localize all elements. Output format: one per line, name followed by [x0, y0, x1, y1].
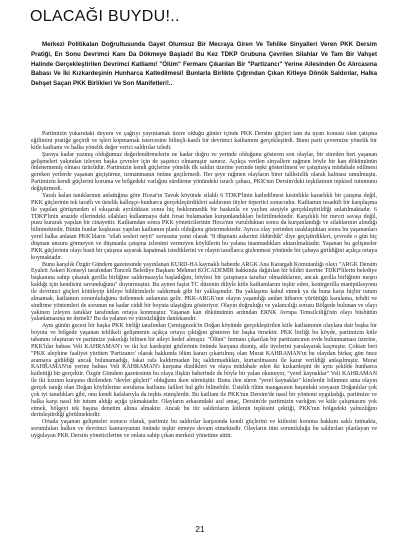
- article-title: OLACAĞI BUYDU!..: [30, 8, 180, 25]
- body-paragraph: Ortada yaşanan gelişmeler sonucu olarak, partimiz bu saldırılar karşısında kendi güçlerini ve kitlesini koruma hakkını saklı tutmakta, sorumluları halkın ve devrimci kamuoyunun önünde teşhir etmeye devam etmektedir. Olayların tüm sorumluluğu bu saldırıları planlayan ve uygulayan PKK Dersim yöneticilerine ve onlara sahip çıkan merkezi yönetime aittir.: [31, 419, 377, 440]
- page-number: 21: [195, 524, 205, 534]
- body-paragraph: Partimizin yukarıdaki duyuru ve çağrıyı yayınlamak üzere olduğu günler içinde PKK Dersim güçleri tam da uyarı konusu olan çatışma eğilimini pratiğe geçirdi ve işleri kopmamak istercesine bilinçli-kastlı bir devrimci katliamını gerçekleştirdi. Bunu parti çevremize yönelik bir kitle katliamı ve halka yönelik değer verici saldırılar izledi.: [31, 131, 377, 151]
- body-paragraph: Şuraya kadar yazmış olduğumuz değerlendirmelerin ne kadar doğru ve yerinde olduğunu gösteren son olaylar, bir süreden beri yaşanan gelişmeleri yakından izleyen başka çevreler için de şaşırtıcı olmamıştır sanırız. Açıkça verilen sinyallere rağmen böyle bir kan dökümünün önlenememiş olması üzücüdür. Partimizin kendi güçlerine yönelik ilk saldırı üzerine yerinde tepki gösterilmesi ve çatışmaya müdahale edilmesi gereken yerlerde yaşanan geçiştirme, tırmanmanın önüne geçilemedi. Her şeye rağmen olayların birer talihsizlik olarak kalması umulmuştu. Partimizin kendi güçlerini koruma ve bölgedeki varlığını sürdürme yönündeki ısrarlı çabası, PKK'nın Dersim'deki teşkilatının tepkisel tutumunu değiştirmedi.: [31, 151, 377, 192]
- body-paragraph: Aynı günün gecesi bir başka PKK birliği tarafından Çemişgezek'in Doğan köyünde gerçekleştirilen kitle katliamının olaylara dair başka bir boyutu ve bölgede yaşanan tehlikeli gelişmenin açıkça ortaya çıktığını gösteren bir başka örnektir. PKK birliği bu köyde, partimizin kitle tabanını oluşturan ve partimize yakınlığı bilinen bir aileyi hedef almıştır. "Ölüm" fermanı çıkarılan bir partizancının evde bulunmaması üzerine, PKK'lılar babası Veli KAHRAMAN'ı ve iki kız kardeşini gözlerinin önünde kurşuna dizmiş, aile üyelerini yaralayarak kaçmıştır. Çoktan beri "PKK aleyhine faaliyet yürüten 'Partizancı' olarak hakkında ölüm kararı çıkartılmış olan Murat KAHRAMAN'ın bu olaydan birkaç gün önce aramaya gidildiği ancak bulunamadığı, fakat rafa kaldırmadan hiç saldırmadıkları, kurtarılmasını ile karar verildiği anlaşılmıştır. Murat KAHRAMAN'ın yerine babası Veli KAHRAMAN'ı kurşuna dizdikleri ve olaya müdahale eden iki kızkardeşini de aynı şekilde hunharca katlettiği bir gerçektir. Özgür Gündem gazetesinin bu olaya ilişkin haberinde de böyle bir yalan okunuyor, "yerel kaynaklar" Veli KAHRAMAN ile iki kızının kurşuna dizilenden "devlet güçleri" olduğunu iken sürmüştür. Bunu ilen süren "yerel kaynaklar" kimlerdir bilinmez ama olayın gerçek tanığı olan Doğan köylülerine sorulursa katliamı failleri bul gibi bilinebilir. Üstelik ölüm mangasının başındaki sosyasın Doğanlılar çok çok iyi tanıdıkları gibi, onu kendi kafalarıyla da teşhis etmişlerdir. Bu katliam ile PKK'nın Dersim'de nasıl bir yöntemi uyguladığı, partimize ve halka karşı nasıl bir tutum aldığı açığa çıkmaktadır. Olayların arkasındaki asıl amaç, Dersim'de partimizin varlığını ve kitle çalışmasını yok etmek, bölgeyi tek başına denetim altına almaktır. Ancak bu tür saldırıların kitlenin tepkisini çektiği, PKK'nın bölgedeki yalnızlığını derinleştirdiği görülmektedir.: [31, 323, 377, 419]
- article-lead: Merkezi Politikalan Doğrultusunda Gayet Olumsuz Bir Mecraya Giren Ve Tehlike Sinyalleri Veren PKK Dersim Pratiği, En Sonu Devrimci Kanı Da Dökmeye Başladı! Bu Kez TDKP Grubuna Çevrilen Silahlar Ve Tam Bir Vahşet Halinde Gerçekleştirilen Devrimci Katliamı! "Ölüm" Fermanı Çıkarılan Bir "Partizancı" Yerine Ailesinden Öc Alırcasına Babası Ve İki Kızkardeşinin Hunharca Katledilmesi! Bunlarla Birlikte Çığrından Çıkan Kitleye Dönük Saldırılar, Halka Dehşet Saçan PKK Birlikleri Ve Son Manifetleri!..: [31, 41, 377, 87]
- article-body: [31, 131, 377, 517]
- body-paragraph: Yaralı kalan tanıklarının anlattığına göre Hozat'ın Tavuk köyünde silahlı 6 TDKP'linin katledilmesi kesinlikle kararlıklı bir çatışma değil, PKK güçlerinin tek taraflı ve üstelik kalleşçe-hunharca gerçekleştirdikleri saldırının tüyler ürpertici sonucudur. Katliamın tesadüfi bir karşılaşma ile yapılan görüşmeden el sıkışarak ayrıldıktan sonra hiç beklenmedik bir baskınla ve yaylım ateşiyle gerçekleştirildiği anlatılmaktadır. 6 TDKP'linin arazide ellerindeki silahları kullanmaya dahi fırsat bulamadan kurşunlandıkları belirtilmektedir. Karşılıklı bir mevzi savaşı değil, pusu kurarak yapılan bir cinayettir. Katliamdan sonra PKK yöneticilerinin Hoca'nın vurulduktan sonra da kurşunlandığı ve silahlarının alındığı bilinmektedir. Bütün bunlar kuşkusuz yapılan katliamın planlı olduğunu göstermektedir. Ayrıca olay yerinden uzaklaştıktan sonra bu yaşananları yerel halka anlatan PKK'lıların "silah sesleri neyti" sorusuna yanıt olarak "8 düşmanı askerini öldürdük" diye geçiştirdikleri, çevrede o gün hiç düşman unsuru görmeyen ve düşmanla çatışma izlenimi vermeyen köylülerin bu yalana inanmadıkları aktarılmaktadır. Yaşanan bu gelişmeler PKK güçlerinin olayı basit bir çatışma sayarak kapatmak istediklerini ve olayın taraflarca gizlenmesi yönünde bir çabaya girildiğini açıkça ortaya koymaktadır.: [31, 192, 377, 261]
- body-paragraph: Bunu karşılık Özgür Gündem gazetesinde yayınlanan KURD-HA kaynaklı haberde ARGK Ana Karargah Komutanlığı olayı "ARGK Dersim Eyaleti Askeri Konseyi tarafından Tunceli Belediye Başkanı Mehmet KOCADEMİR hakkında dağıtılan bir bildiri üzerine TDKP'lilerin belediye başkanına sahip çıkarak gerilla birliğine saldırmasıyla başladığını, böylesi bir çatışmaya taraftar olmadıklarını, ancak gerilla birliğinin meşru kaldığı için kendisini savunduğunu" duyurmuştur. Bu aynen faşist TC düzenin diliyle kitle katliamlarını teşhir eden, kontrgerilla manipülasyonu ile devrimci güçleri kötüleyip kitleye bildirimlerle saldırmak gibi bir yaklaşımdır. Bu yaklaşımı kabul etmek ya da buna karşı hiçbir tutum almamak, katliamın sorumluluğunu üstlenmek anlamına gelir. PKK-ARGK'nın olayın yaşandığı andan itibaren yürüttüğü karalama, tehdit ve sindirme yöntemleri de sorunun ne kadar ciddi bir boyuta ulaştığını gösteriyor. Olayın doğruluğu ve yalancılığı sorusu Bölgede bulunan ve olayı yakinen izleyen tanıklar tarafından ortaya konmuştur. Yaşanan kan dökümünün ardından ERNK Avrupa Temsilciliği'nin olayı büsbütün yalanlamasına ne demeli? Bu da yalanın ve yüzsüzlüğün daniskasıdır.: [31, 261, 377, 323]
